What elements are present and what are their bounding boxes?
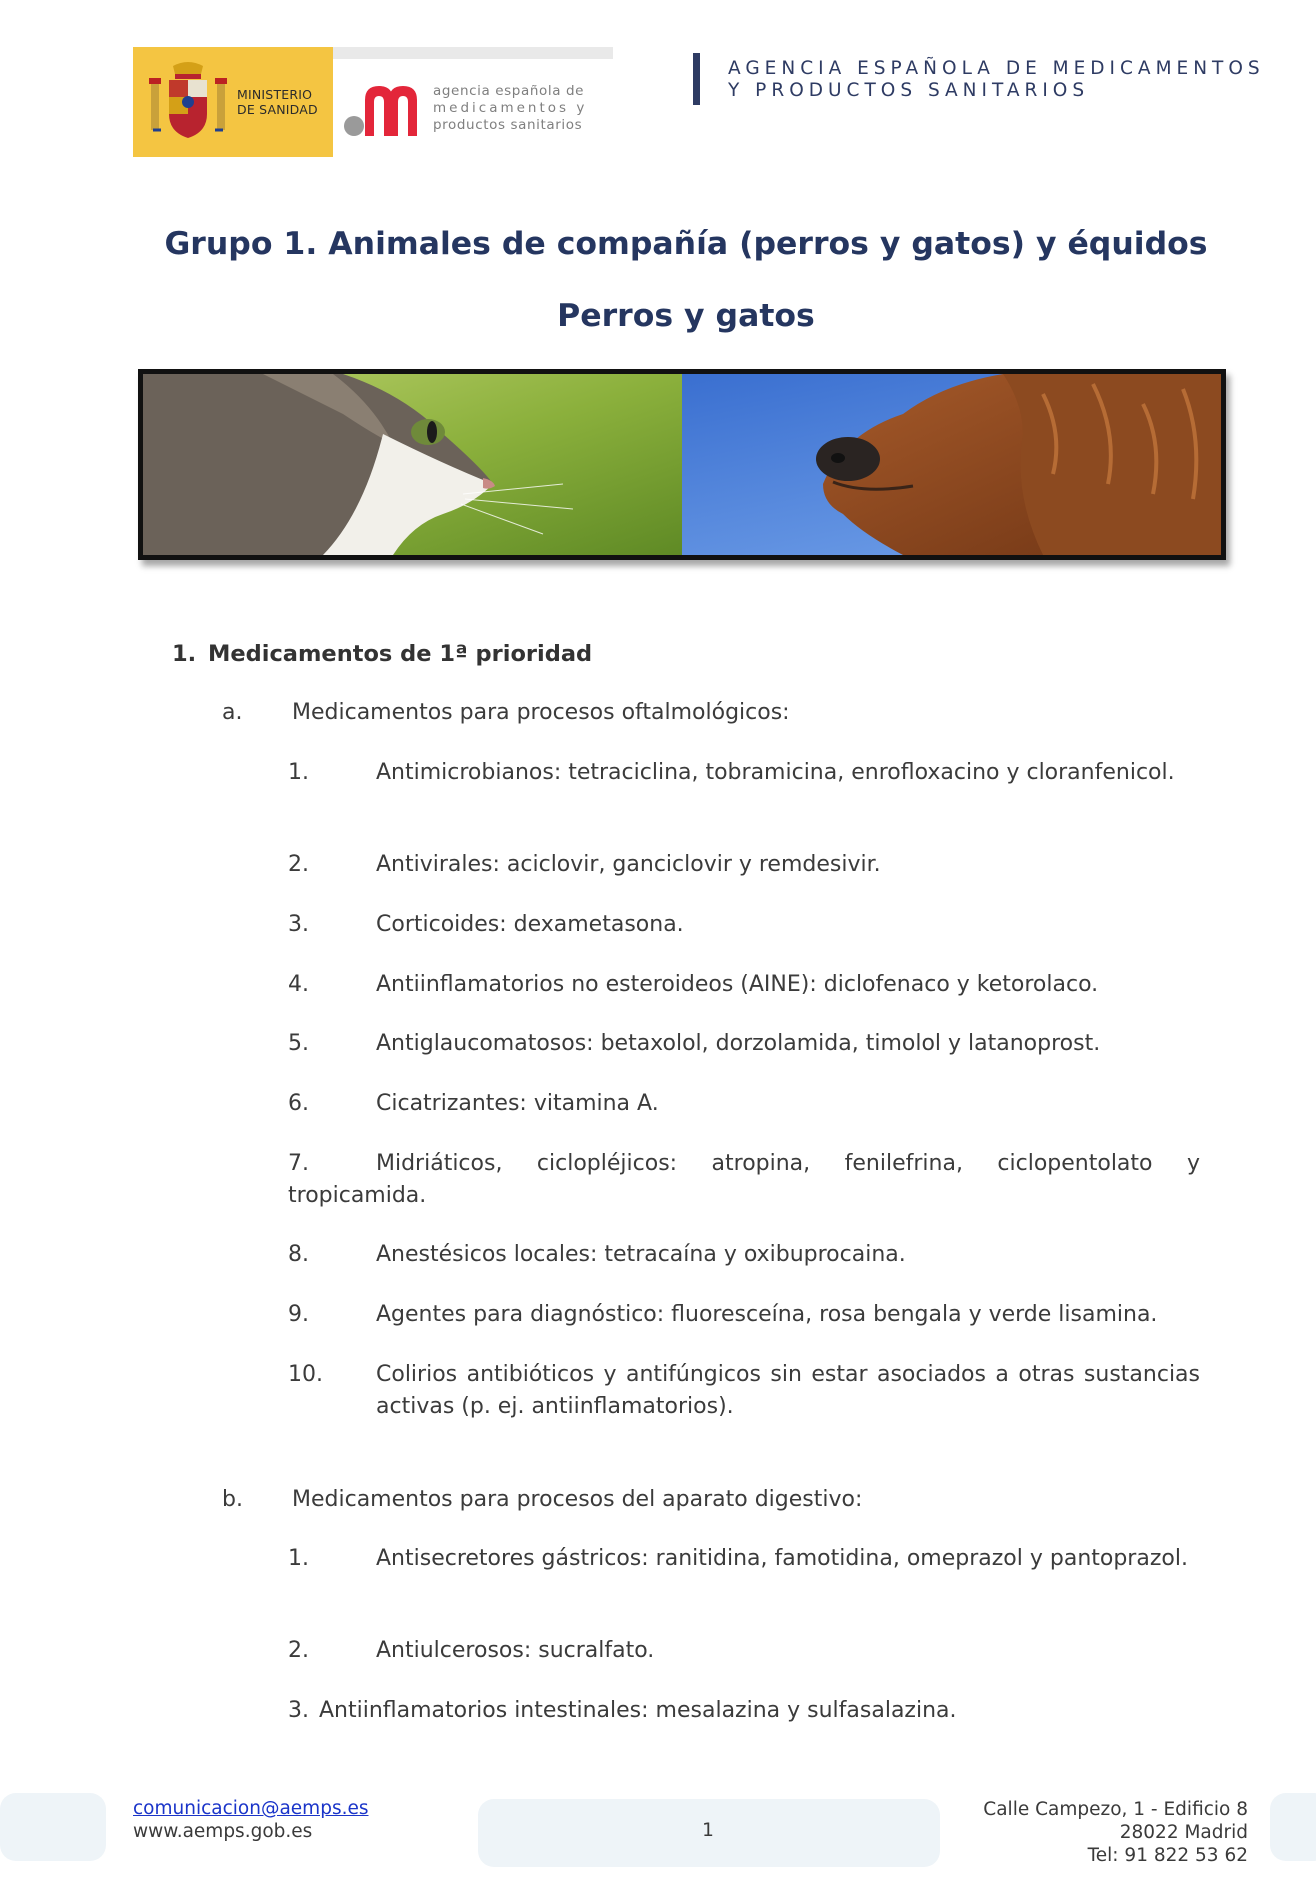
subsection-b-heading [222, 1484, 862, 1516]
section-heading [172, 638, 592, 670]
list-item [288, 1088, 1200, 1120]
aemps-am-icon [343, 78, 425, 138]
list-item [288, 969, 1208, 1001]
ministry-name-line2: DE SANIDAD [237, 102, 318, 117]
ministry-logo [133, 47, 333, 157]
subsection-letter: b. [222, 1487, 243, 1512]
list-item-number: 9. [288, 1302, 309, 1327]
aemps-name-line3: productos sanitarios [433, 116, 583, 133]
list-item-number: 6. [288, 1091, 309, 1116]
aemps-name-line2: medicamentos y [433, 99, 588, 116]
list-item [288, 1543, 1200, 1575]
section-title: Medicamentos de 1ª prioridad [208, 641, 593, 667]
list-item [288, 1299, 1218, 1331]
list-item-text: Colirios antibióticos y antifúngicos sin estar asociados a otras sustancias activas (p. ej. antiinflamatorios). [376, 1362, 1200, 1419]
aemps-name-line1: agencia española de [433, 82, 585, 99]
list-item-number: 5. [288, 1031, 309, 1056]
agency-name [728, 58, 1265, 102]
agency-divider [693, 53, 700, 105]
list-item-text: Antivirales: aciclovir, ganciclovir y remdesivir. [376, 852, 881, 877]
list-item-text: Antisecretores gástricos: ranitidina, famotidina, omeprazol y pantoprazol. [376, 1546, 1188, 1571]
subsection-title: Medicamentos para procesos del aparato digestivo: [292, 1487, 863, 1512]
list-item [288, 909, 1200, 941]
footer-email-link[interactable]: comunicacion@aemps.es [133, 1798, 369, 1819]
list-item-text: Antiglaucomatosos: betaxolol, dorzolamida, timolol y latanoprost. [376, 1031, 1101, 1056]
footer-decoration-right [1270, 1793, 1316, 1861]
list-item-text: Antiinflamatorios no esteroideos (AINE): diclofenaco y ketorolaco. [376, 972, 1099, 997]
list-item [288, 1239, 1200, 1271]
ministry-name-line1: MINISTERIO [237, 87, 313, 102]
list-item-number: 2. [288, 852, 309, 877]
coat-of-arms-icon [147, 60, 229, 144]
list-item-number: 8. [288, 1242, 309, 1267]
list-item-number: 10. [288, 1362, 323, 1387]
footer-address-line1: Calle Campezo, 1 - Edificio 8 [983, 1799, 1248, 1820]
agency-name-line1: AGENCIA ESPAÑOLA DE MEDICAMENTOS [728, 58, 1265, 79]
subsection-title: Medicamentos para procesos oftalmológicos: [292, 700, 790, 725]
footer-decoration-left [0, 1793, 106, 1861]
list-item [288, 757, 1200, 789]
list-item-number: 4. [288, 972, 309, 997]
cat-dog-banner-image [138, 369, 1226, 560]
list-item-text: Cicatrizantes: vitamina A. [376, 1091, 659, 1116]
subsection-a-heading [222, 697, 790, 729]
list-item-number: 2. [288, 1638, 309, 1663]
list-item-text: Corticoides: dexametasona. [376, 912, 684, 937]
footer-address-line2: 28022 Madrid [1119, 1822, 1248, 1843]
list-item-number: 7. [288, 1151, 309, 1176]
list-item-text: Antiinflamatorios intestinales: mesalazina y sulfasalazina. [319, 1698, 957, 1723]
list-item-text: Midriáticos, ciclopléjicos: atropina, fenilefrina, ciclopentolato y tropicamida. [288, 1151, 1200, 1208]
list-item [288, 1148, 1200, 1212]
list-item-number: 1. [288, 1546, 309, 1571]
list-item [288, 1359, 1200, 1423]
subsection-letter: a. [222, 700, 243, 725]
list-item-number: 3. [288, 1698, 309, 1723]
list-item [288, 1028, 1208, 1060]
list-item-text: Agentes para diagnóstico: fluoresceína, rosa bengala y verde lisamina. [376, 1302, 1158, 1327]
footer-phone: Tel: 91 822 53 62 [1087, 1845, 1248, 1866]
section-number: 1. [172, 641, 197, 667]
page-title: Grupo 1. Animales de compañía (perros y gatos) y équidos [164, 226, 1208, 262]
list-item-number: 1. [288, 760, 309, 785]
list-item-number: 3. [288, 912, 309, 937]
list-item [288, 1695, 1200, 1727]
agency-name-line2: Y PRODUCTOS SANITARIOS [728, 80, 1090, 101]
list-item-text: Antimicrobianos: tetraciclina, tobramicina, enrofloxacino y cloranfenicol. [376, 760, 1175, 785]
list-item-text: Anestésicos locales: tetracaína y oxibuprocaina. [376, 1242, 906, 1267]
list-item [288, 1635, 1200, 1667]
list-item-text: Antiulcerosos: sucralfato. [376, 1638, 655, 1663]
list-item [288, 849, 1200, 881]
footer-address [983, 1798, 1248, 1867]
page-number: 1 [702, 1820, 714, 1841]
footer-website[interactable]: www.aemps.gob.es [133, 1821, 313, 1842]
page-subtitle: Perros y gatos [557, 298, 815, 334]
aemps-logo [333, 47, 613, 157]
